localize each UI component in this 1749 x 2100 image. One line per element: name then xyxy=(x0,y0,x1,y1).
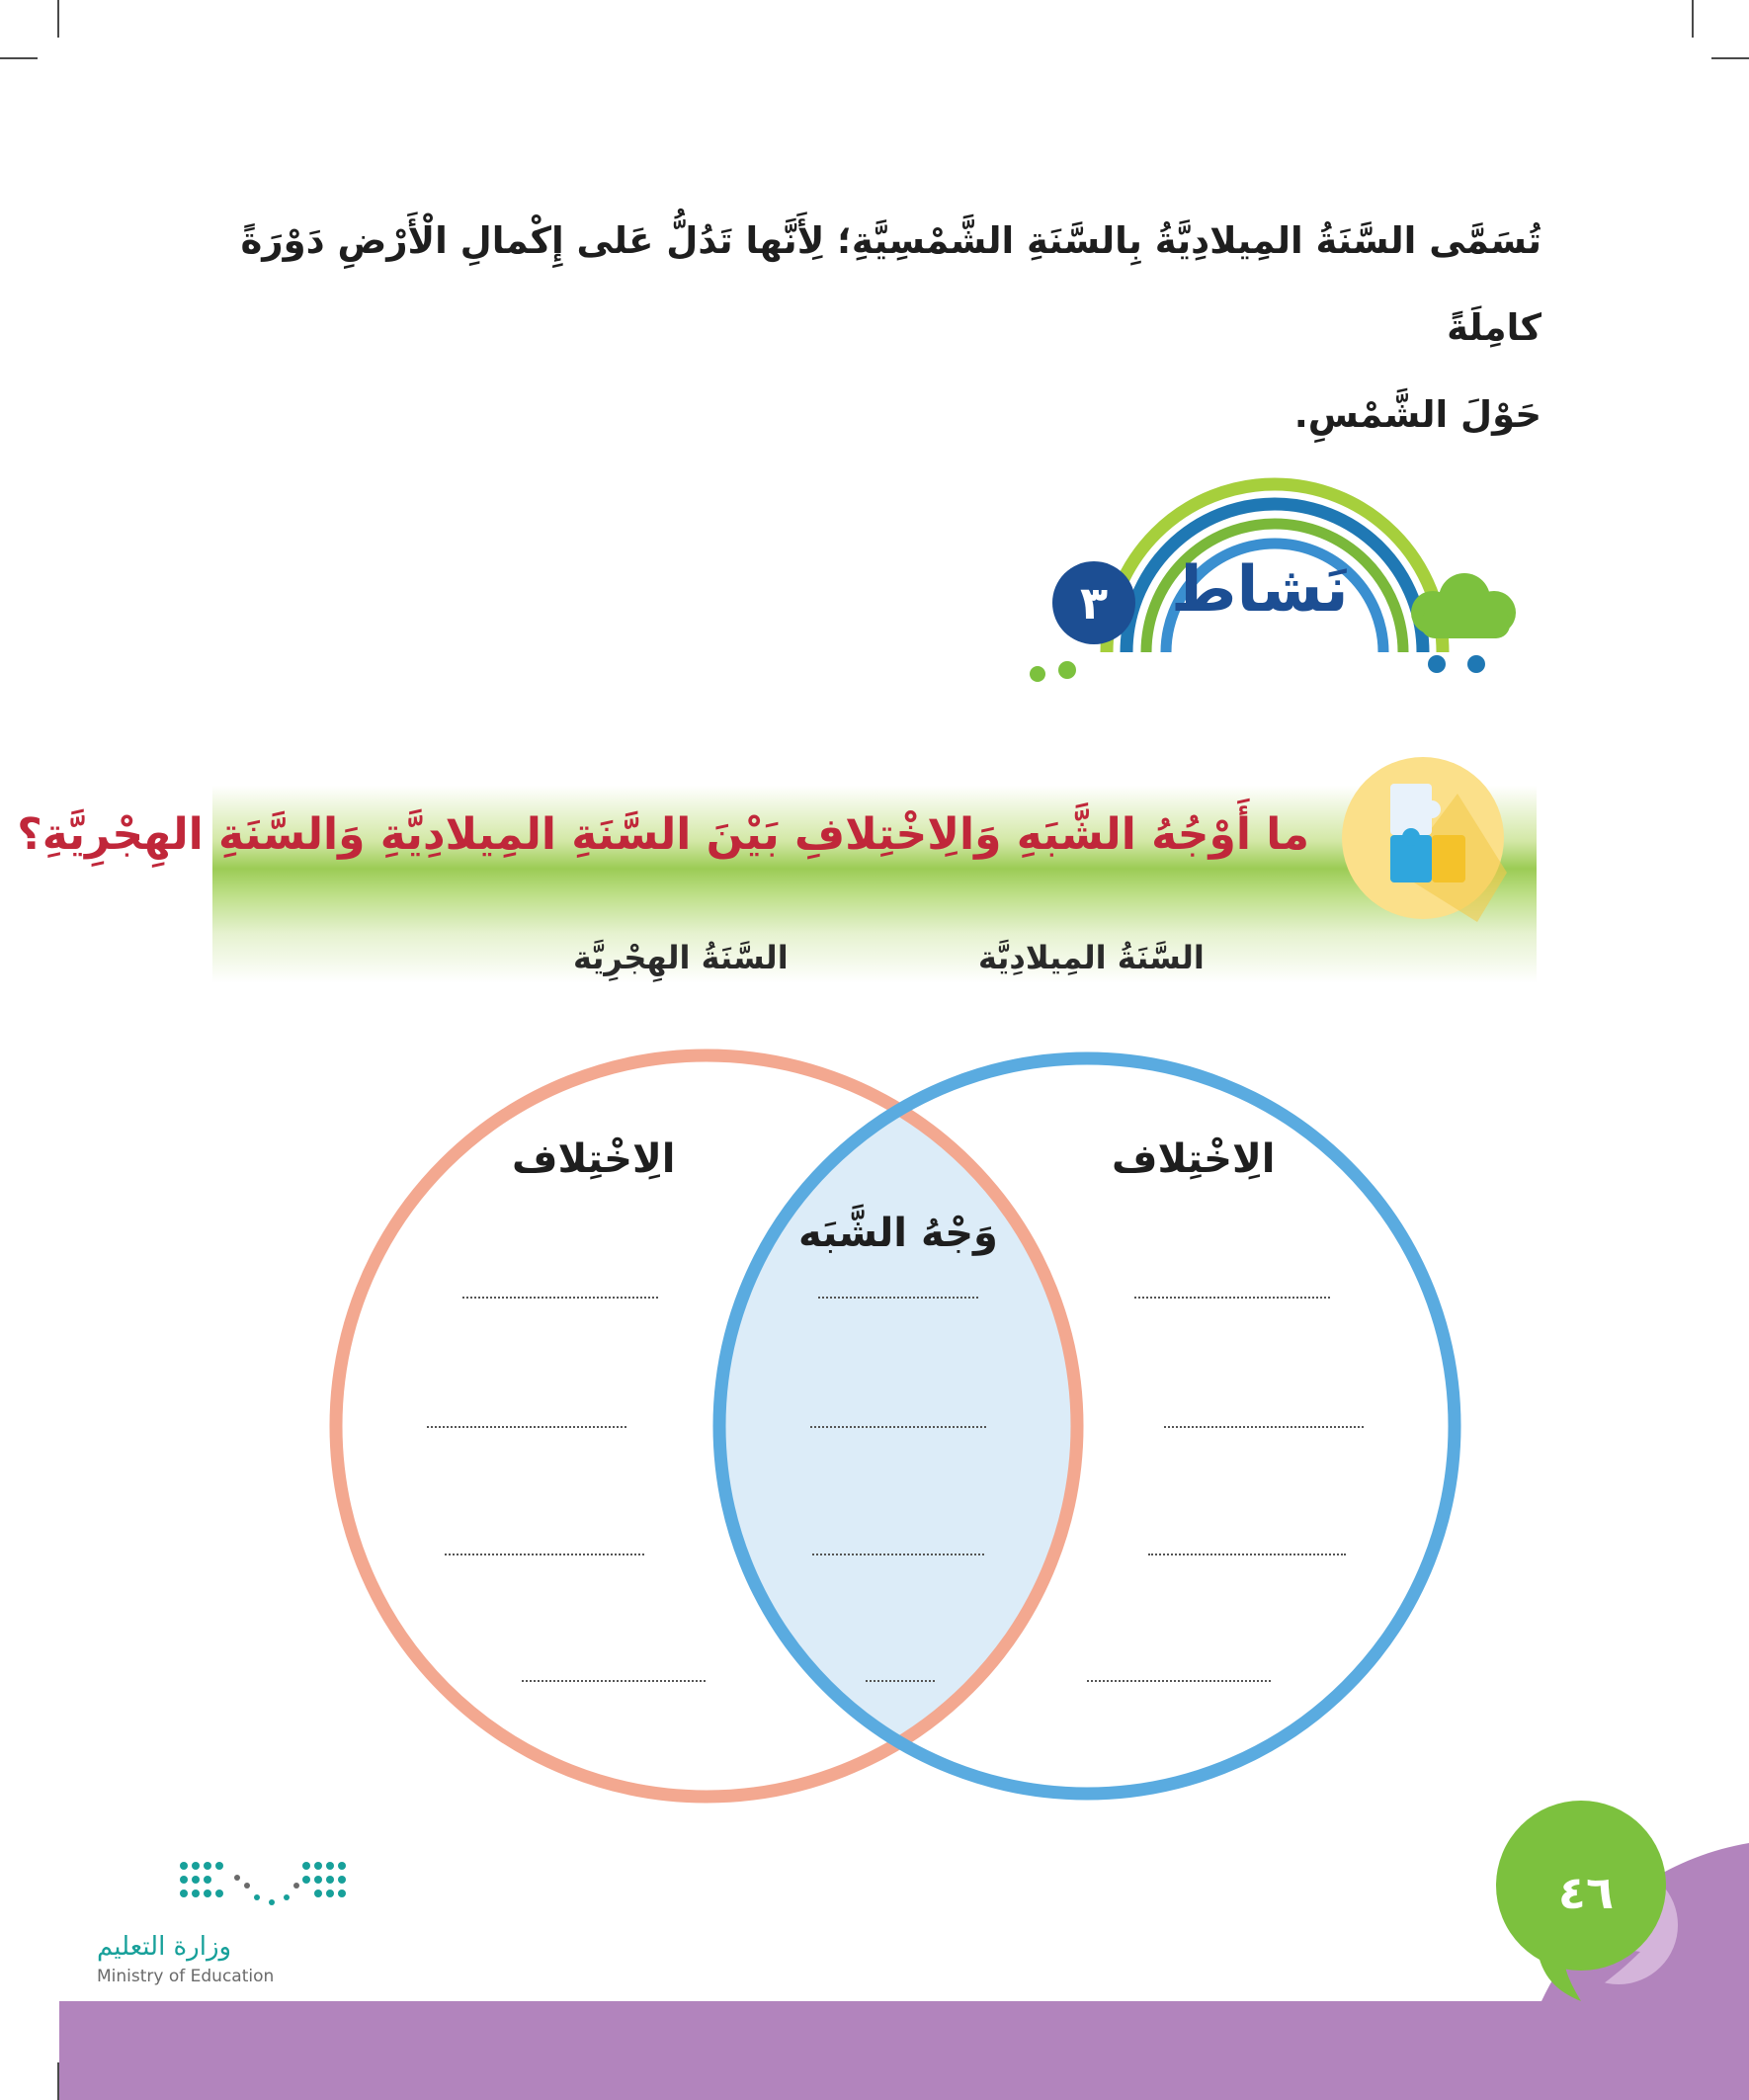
left-difference-title: الِاخْتِلاف xyxy=(512,1136,676,1182)
activity-number: ٣ xyxy=(1079,576,1109,630)
intro-line-1: تُسَمَّى السَّنَةُ المِيلادِيَّةُ بِالسَّنَةِ الشَّمْسِيَّةِ؛ لِأَنَّها تَدُلُّ عَلى إِكْمالِ الْأَرْضِ دَوْرَةً كامِلَةً xyxy=(240,219,1541,349)
activity-label: نَشاط xyxy=(1171,553,1349,627)
similarity-title: وَجْهُ الشَّبَه xyxy=(798,1211,998,1256)
ministry-name-arabic: وزارة التعليم xyxy=(97,1932,232,1962)
right-difference-title: الِاخْتِلاف xyxy=(1112,1136,1276,1182)
question-text: ما أَوْجُهُ الشَّبَهِ وَالِاخْتِلافِ بَيْنَ السَّنَةِ المِيلادِيَّةِ وَالسَّنَةِ الهِجْرِيَّةِ؟ xyxy=(17,809,1309,860)
hijri-year-label: السَّنَةُ الهِجْرِيَّة xyxy=(573,939,789,976)
gregorian-year-label: السَّنَةُ المِيلادِيَّة xyxy=(978,939,1205,976)
ministry-logo-icon xyxy=(178,1858,356,1917)
intro-line-2: حَوْلَ الشَّمْسِ. xyxy=(1293,393,1541,436)
ministry-name-english: Ministry of Education xyxy=(97,1967,275,1986)
page-number: ٤٦ xyxy=(1557,1866,1615,1919)
